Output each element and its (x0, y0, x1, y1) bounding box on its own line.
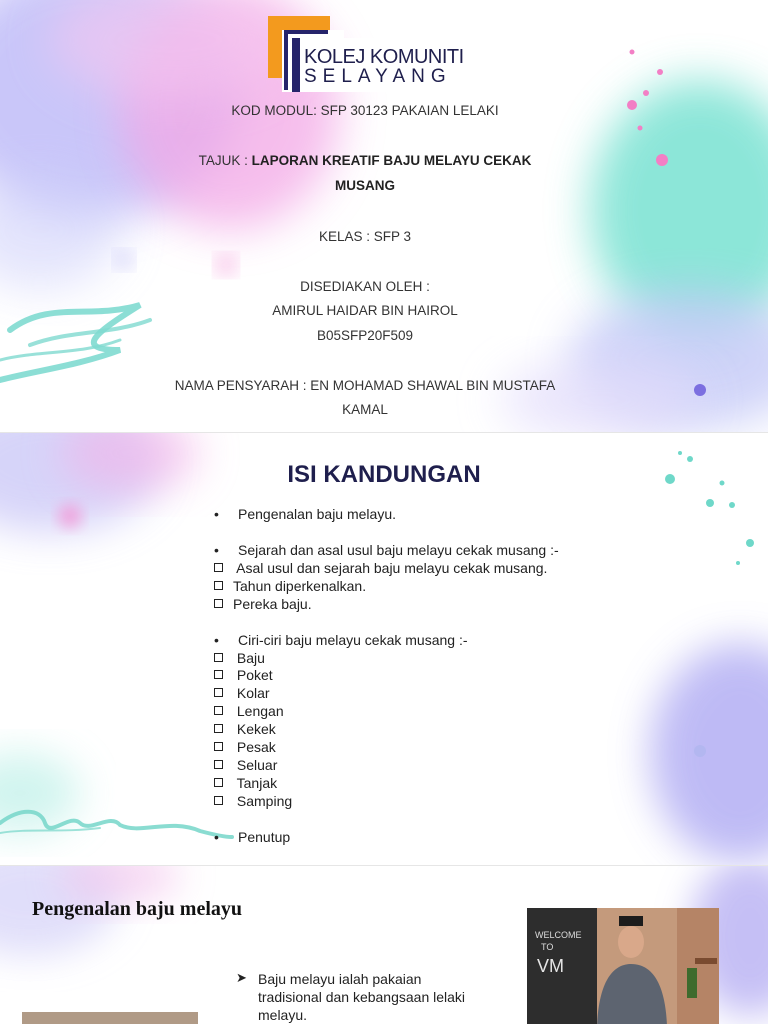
section-title: Pengenalan baju melayu (32, 898, 243, 920)
toc-title: ISI KANDUNGAN (287, 461, 481, 488)
checkbox-icon (214, 581, 223, 590)
checkbox-icon (214, 563, 223, 572)
toc-subitem-text: Pereka baju. (233, 596, 312, 612)
bullet: • (214, 506, 219, 522)
toc-subitem-text: Samping (233, 793, 293, 809)
svg-text:WELCOME: WELCOME (535, 930, 582, 940)
pensyarah-value-1: EN MOHAMAD SHAWAL BIN MUSTAFA (310, 378, 556, 393)
toc-subitem-text: Poket (233, 667, 273, 683)
checkbox-icon (214, 653, 223, 662)
toc-item-text: Pengenalan baju melayu. (238, 506, 397, 522)
toc-item-text: Ciri-ciri baju melayu cekak musang :- (238, 632, 468, 648)
toc-subitem-text: Kekek (233, 721, 276, 737)
bullet: • (214, 542, 219, 558)
svg-text:VM: VM (537, 956, 564, 976)
tajuk-value-2: MUSANG (335, 178, 395, 193)
checkbox-icon (214, 599, 223, 608)
toc-subitem (214, 738, 276, 756)
toc-item-text: Penutup (238, 829, 291, 845)
tajuk-value-1: LAPORAN KREATIF BAJU MELAYU CEKAK (251, 153, 532, 168)
checkbox-icon (214, 688, 223, 697)
toc-item-text: Sejarah dan asal usul baju melayu cekak musang :- (238, 542, 559, 558)
checkbox-icon (214, 742, 223, 751)
toc-subitem-text: Baju (233, 650, 265, 666)
disediakan-label: DISEDIAKAN OLEH : (300, 279, 430, 294)
cover-slide (0, 0, 768, 432)
student-name: AMIRUL HAIDAR BIN HAIROL (272, 303, 458, 318)
toc-subitem-text: Lengan (233, 703, 284, 719)
svg-text:TO: TO (541, 942, 554, 952)
arrow-bullet-icon: ➤ (236, 970, 247, 985)
student-id: B05SFP20F509 (316, 328, 414, 343)
bullet: • (214, 632, 219, 648)
toc-subitem-text: Pesak (233, 739, 276, 755)
toc-subitem (214, 702, 284, 720)
tajuk-line-2 (0, 177, 730, 195)
kod-modul: KOD MODUL: SFP 30123 PAKAIAN LELAKI (231, 103, 499, 118)
logo-line-2: SELAYANG (304, 66, 452, 87)
model-photo (527, 908, 719, 1024)
checkbox-icon (214, 796, 223, 805)
toc-item-sejarah (214, 541, 559, 559)
toc-subitem (214, 720, 276, 738)
toc-subitem (214, 559, 547, 577)
contents-slide (0, 433, 768, 865)
tajuk-line-1 (0, 152, 730, 170)
toc-subitem-text: Tanjak (233, 775, 278, 791)
secondary-photo (22, 1012, 198, 1024)
toc-subitem (214, 666, 273, 684)
toc-subitem (214, 684, 270, 702)
pensyarah-label: NAMA PENSYARAH : (174, 378, 311, 393)
checkbox-icon (214, 778, 223, 787)
toc-subitem-text: Seluar (233, 757, 278, 773)
toc-subitem (214, 774, 277, 792)
toc-item-penutup (214, 828, 290, 846)
toc-subitem (214, 577, 366, 595)
intro-slide (0, 866, 768, 1024)
checkbox-icon (214, 670, 223, 679)
toc-subitem (214, 649, 265, 667)
pensyarah-line-1 (0, 377, 730, 395)
toc-item-ciri (214, 631, 468, 649)
bullet: • (214, 829, 219, 845)
toc-subitem (214, 792, 292, 810)
toc-subitem-text: Asal usul dan sejarah baju melayu cekak musang. (233, 560, 548, 576)
tajuk-label: TAJUK : (198, 153, 252, 168)
checkbox-icon (214, 706, 223, 715)
toc-subitem-text: Kolar (233, 685, 270, 701)
toc-subitem (214, 756, 277, 774)
checkbox-icon (214, 724, 223, 733)
pensyarah-value-2: KAMAL (342, 402, 388, 417)
kelas: KELAS : SFP 3 (318, 229, 412, 244)
intro-paragraph: Baju melayu ialah pakaian tradisional dan kebangsaan lelaki melayu. (258, 971, 466, 1023)
logo-line-1: KOLEJ KOMUNITI (304, 46, 464, 68)
toc-item-pengenalan (214, 505, 396, 523)
toc-subitem-text: Tahun diperkenalkan. (233, 578, 367, 594)
toc-subitem (214, 595, 312, 613)
watercolor-background (0, 433, 768, 865)
checkbox-icon (214, 760, 223, 769)
